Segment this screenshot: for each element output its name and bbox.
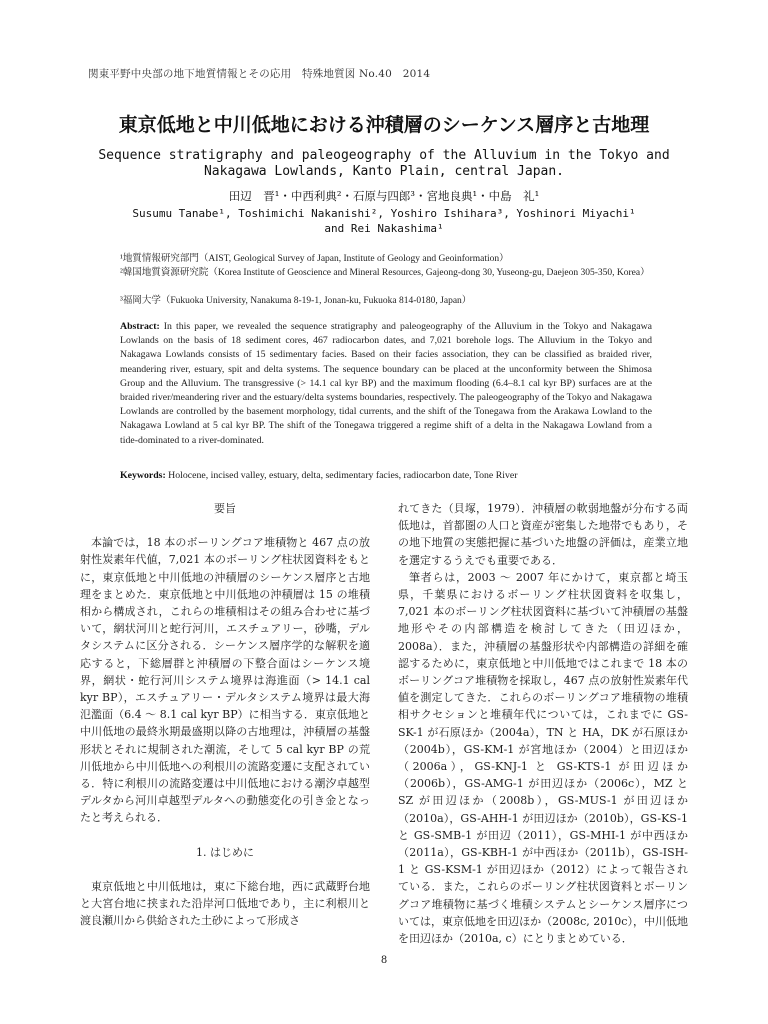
intro-heading: 1. はじめに bbox=[196, 845, 254, 859]
title-english-line-2: Nakagawa Lowlands, Kanto Plain, central Japan. bbox=[203, 164, 565, 179]
affiliation-1: ¹地質情報研究部門（AIST, Geological Survey of Japan, Institute of Geology and Geoinformation） bbox=[120, 254, 509, 264]
intro-text: 東京低地と中川低地は，東に下総台地，西に武蔵野台地と大宮台地に挟まれた沿岸河口低地であり，主に利根川と渡良瀬川から供給された土砂によって形成さ bbox=[80, 879, 370, 928]
left-column bbox=[80, 500, 370, 929]
page-number: 8 bbox=[380, 955, 388, 966]
keywords-text: Holocene, incised valley, estuary, delta, sedimentary facies, radiocarbon date, Tone River bbox=[165, 470, 518, 481]
abstract-label: Abstract: bbox=[120, 321, 160, 332]
authors-english bbox=[90, 206, 678, 236]
summary-heading: 要旨 bbox=[214, 502, 236, 515]
abstract bbox=[120, 320, 652, 448]
authors-english-line-2: and Rei Nakashima¹ bbox=[324, 222, 444, 235]
title-english bbox=[70, 148, 698, 180]
title-english-line-1: Sequence stratigraphy and paleogeography of the Alluvium in the Tokyo and bbox=[98, 148, 670, 163]
summary-text: 本論では，18 本のボーリングコア堆積物と 467 点の放射性炭素年代値，7,021 本のボーリング柱状図資料をもとに，東京低地と中川低地の沖積層のシーケンス層序と古地理をまとめた．東京低地と中川低地の沖積層は 15 の堆積相から構成され，これらの堆積相はその組み合わせに基づいて，網状河川と蛇行河川，エスチュアリー，砂嘴，デルタシステムに区分される．シーケンス層序学的な解釈を適応すると，下総層群と沖積層の下整合面はシーケンス境界，網状・蛇行河川システム境界は海進面（> 14.1 cal kyr BP），エスチュアリー・デルタシステム境界は最大海氾濫面（6.4 ～ 8.1 cal kyr BP）に相当する．東京低地と中川低地の最終氷期最盛期以降の古地理は，沖積層の基盤形状とそれに規制された潮流，そして 5 cal kyr BP の荒川低地から中川低地への利根川の流路変遷に支配されている．特に利根川の流路変遷は中川低地における潮汐卓越型デルタから河川卓越型デルタへの動態変化の引き金となったと考えられる． bbox=[80, 536, 370, 825]
authors-japanese: 田辺 晋¹・中西利典²・石原与四郎³・宮地良典¹・中島 礼¹ bbox=[228, 189, 540, 203]
right-column bbox=[398, 500, 688, 947]
abstract-text: In this paper, we revealed the sequence stratigraphy and paleogeography of the Alluvium in the Tokyo and Nakagawa Lowlands on the basis of 18 sediment cores, 467 radiocarbon dates, and 7,021 borehole logs. The Alluvium in the Tokyo and Nakagawa Lowlands consists of 15 sedimentary facies. Based on their facies association, they can be classified as braided river, meandering river, estuary, spit and delta systems. The sequence boundary can be placed at the unconformity between the Shimosa Group and the Alluvium. The transgressive (> 14.1 cal kyr BP) and the maximum flooding (6.4–8.1 cal kyr BP) surfaces are at the braided river/meandering river and the estuary/delta systems boundaries, respectively. The paleogeography of the Tokyo and Nakagawa Lowlands are controlled by the basement morphology, tidal currents, and the shift of the Tonegawa from the Arakawa Lowland to the Nakagawa Lowland at 5 cal kyr BP. The shift of the Tonegawa triggered a regime shift of a delta in the Nakagawa Lowland from a tide-dominated to a river-dominated. bbox=[120, 321, 652, 446]
affiliation-3: ³福岡大学（Fukuoka University, Nanakuma 8-19-1, Jonan-ku, Fukuoka 814-0180, Japan） bbox=[120, 296, 472, 306]
authors-english-line-1: Susumu Tanabe¹, Toshimichi Nakanishi², Yoshiro Ishihara³, Yoshinori Miyachi¹ bbox=[132, 207, 636, 220]
affiliation-2: ²韓国地質資源研究院（Korea Institute of Geoscience and Mineral Resources, Gajeong-dong 30, Yuseong-gu, Daejeon 305-350, Korea） bbox=[120, 268, 650, 278]
right-para-2: 筆者らは，2003 ～ 2007 年にかけて，東京都と埼玉県，千葉県におけるボーリング柱状図資料を収集し，7,021 本のボーリング柱状図資料に基づいて沖積層の基盤地形やその内部構造を検討してきた（田辺ほか，2008a）．また，沖積層の基盤形状や内部構造の詳細を確認するために，東京低地と中川低地ではこれまで 18 本のボーリングコア堆積物を採取し，467 点の放射性炭素年代値を測定してきた．これらのボーリングコア堆積物の堆積相サクセションと堆積年代については，これまでに GS-SK-1 が石原ほか（2004a），TN と HA，DK が石原ほか（2004b），GS-KM-1 が宮地ほか（2004）と田辺ほか（2006a），GS-KNJ-1 と GS-KTS-1 が田辺ほか（2006b），GS-AMG-1 が田辺ほか（2006c），MZ と SZ が田辺ほか（2008b），GS-MUS-1 が田辺ほか（2010a），GS-AHH-1 が田辺ほか（2010b），GS-KS-1 と GS-SMB-1 が田辺（2011），GS-MHI-1 が中西ほか（2011a），GS-KBH-1 が中西ほか（2011b），GS-ISH-1 と GS-KSM-1 が田辺ほか（2012）によって報告されている．また，これらのボーリング柱状図資料とボーリングコア堆積物に基づく堆積システムとシーケンス層序については，東京低地を田辺ほか（2008c, 2010c），中川低地を田辺ほか（2010a, c）にとりまとめている． bbox=[398, 570, 688, 946]
keywords bbox=[120, 470, 652, 481]
right-para-1: れてきた（貝塚，1979）．沖積層の軟弱地盤が分布する両低地は，首都圏の人口と資産が密集した地帯でもあり，その地下地質の実態把握に基づいた地盤の評価は，産業立地を選定するうえでも重要である． bbox=[398, 502, 688, 567]
keywords-label: Keywords: bbox=[120, 470, 166, 481]
title-japanese: 東京低地と中川低地における沖積層のシーケンス層序と古地理 bbox=[118, 114, 650, 136]
running-head: 関東平野中央部の地下地質情報とその応用 特殊地質図 No.40 2014 bbox=[88, 68, 431, 80]
